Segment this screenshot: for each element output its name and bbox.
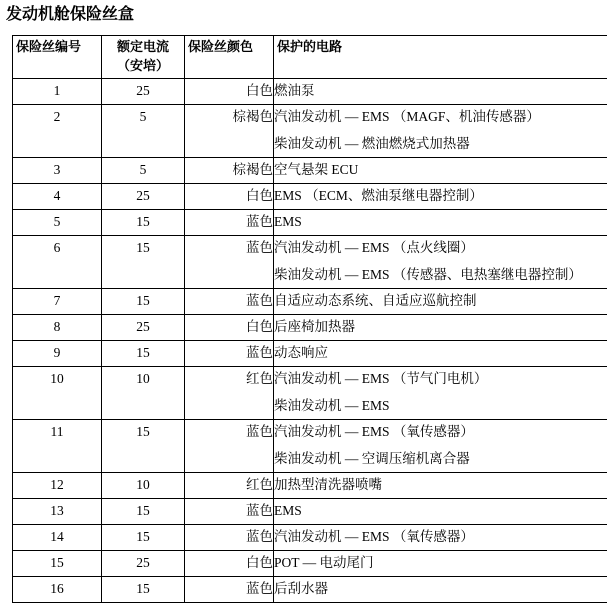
- table-row: [13, 551, 607, 577]
- fuse-color-cell: [185, 499, 274, 525]
- fuse-number: 3: [13, 158, 101, 181]
- header-protected-circuit: 保护的电路: [274, 36, 607, 79]
- fuse-number: 8: [13, 315, 101, 338]
- protected-circuit-cell: [274, 551, 607, 577]
- fuse-color-cell: [185, 289, 274, 315]
- protected-circuit: 动态响应: [274, 341, 607, 366]
- header-fuse-number: 保险丝编号: [13, 36, 102, 79]
- fuse-color-cell: [185, 184, 274, 210]
- table-row: [13, 210, 607, 236]
- fuse-number: 16: [13, 577, 101, 600]
- fuse-color: 蓝色: [185, 499, 273, 522]
- fuse-color: 白色: [185, 551, 273, 574]
- table-header-row: [13, 36, 607, 79]
- rated-current-cell: [102, 525, 185, 551]
- rated-current: 15: [102, 210, 184, 233]
- fuse-color-cell: [185, 236, 274, 289]
- rated-current: 15: [102, 236, 184, 259]
- table-row: [13, 341, 607, 367]
- protected-circuit-cell: [274, 577, 607, 603]
- rated-current: 15: [102, 499, 184, 522]
- protected-circuit-cell: [274, 79, 607, 105]
- fuse-color: 蓝色: [185, 289, 273, 312]
- fuse-color-cell: [185, 79, 274, 105]
- fuse-color-cell: [185, 577, 274, 603]
- rated-current-cell: [102, 105, 185, 158]
- table-row: [13, 105, 607, 158]
- fuse-color-cell: [185, 315, 274, 341]
- protected-circuit: POT — 电动尾门: [274, 551, 607, 576]
- fuse-color: 蓝色: [185, 525, 273, 548]
- fuse-number: 7: [13, 289, 101, 312]
- fuse-number-cell: [13, 499, 102, 525]
- rated-current: 15: [102, 525, 184, 548]
- rated-current: 15: [102, 341, 184, 364]
- fuse-number-cell: [13, 367, 102, 420]
- fuse-number: 10: [13, 367, 101, 390]
- table-row: [13, 577, 607, 603]
- fuse-number: 5: [13, 210, 101, 233]
- rated-current-cell: [102, 499, 185, 525]
- header-fuse-color: 保险丝颜色: [185, 36, 274, 79]
- fuse-color-cell: [185, 367, 274, 420]
- table-row: [13, 79, 607, 105]
- protected-circuit: 柴油发动机 — 空调压缩机离合器: [274, 445, 607, 472]
- fuse-color: 蓝色: [185, 236, 273, 259]
- protected-circuit: 后刮水器: [274, 577, 607, 602]
- fuse-number-cell: [13, 79, 102, 105]
- fuse-color-cell: [185, 525, 274, 551]
- protected-circuit-cell: [274, 158, 607, 184]
- table-row: [13, 289, 607, 315]
- protected-circuit: 柴油发动机 — 燃油燃烧式加热器: [274, 130, 607, 157]
- rated-current-cell: [102, 158, 185, 184]
- rated-current-cell: [102, 79, 185, 105]
- protected-circuit: 加热型清洗器喷嘴: [274, 473, 607, 498]
- header-rated-current: [102, 36, 185, 79]
- fuse-color: 蓝色: [185, 341, 273, 364]
- rated-current-cell: [102, 367, 185, 420]
- fuse-number: 2: [13, 105, 101, 128]
- rated-current-cell: [102, 473, 185, 499]
- protected-circuit: 汽油发动机 — EMS （节气门电机）: [274, 367, 607, 392]
- fuse-number-cell: [13, 289, 102, 315]
- fuse-color-cell: [185, 420, 274, 473]
- table-body: [13, 79, 607, 603]
- fuse-number-cell: [13, 341, 102, 367]
- protected-circuit: 柴油发动机 — EMS （传感器、电热塞继电器控制）: [274, 261, 607, 288]
- rated-current-cell: [102, 236, 185, 289]
- protected-circuit-cell: [274, 289, 607, 315]
- fuse-number-cell: [13, 525, 102, 551]
- fuse-number: 15: [13, 551, 101, 574]
- fuse-color: 白色: [185, 79, 273, 102]
- protected-circuit: 自适应动态系统、自适应巡航控制: [274, 289, 607, 314]
- table-row: [13, 525, 607, 551]
- table-row: [13, 367, 607, 420]
- fuse-color: 蓝色: [185, 210, 273, 233]
- protected-circuit-cell: [274, 473, 607, 499]
- fuse-number-cell: [13, 577, 102, 603]
- protected-circuit-cell: [274, 367, 607, 420]
- protected-circuit: EMS （ECM、燃油泵继电器控制）: [274, 184, 607, 209]
- protected-circuit: 后座椅加热器: [274, 315, 607, 340]
- protected-circuit: 燃油泵: [274, 79, 607, 104]
- fuse-number-cell: [13, 551, 102, 577]
- table-row: [13, 236, 607, 289]
- rated-current-cell: [102, 184, 185, 210]
- fuse-color: 蓝色: [185, 577, 273, 600]
- rated-current: 25: [102, 315, 184, 338]
- protected-circuit-cell: [274, 210, 607, 236]
- fuse-number-cell: [13, 105, 102, 158]
- page-title: 发动机舱保险丝盒: [6, 4, 134, 24]
- rated-current: 5: [102, 105, 184, 128]
- fuse-number-cell: [13, 473, 102, 499]
- fuse-color-cell: [185, 341, 274, 367]
- fuse-color: 红色: [185, 367, 273, 390]
- fuse-number-cell: [13, 420, 102, 473]
- fuse-number: 13: [13, 499, 101, 522]
- rated-current-cell: [102, 210, 185, 236]
- protected-circuit-cell: [274, 184, 607, 210]
- protected-circuit: 汽油发动机 — EMS （点火线圈）: [274, 236, 607, 261]
- rated-current-cell: [102, 315, 185, 341]
- fuse-number: 1: [13, 79, 101, 102]
- protected-circuit: 汽油发动机 — EMS （MAGF、机油传感器）: [274, 105, 607, 130]
- fuse-table: [12, 35, 607, 603]
- protected-circuit: 柴油发动机 — EMS: [274, 392, 607, 419]
- fuse-number: 9: [13, 341, 101, 364]
- fuse-number: 4: [13, 184, 101, 207]
- table-row: [13, 315, 607, 341]
- fuse-number-cell: [13, 315, 102, 341]
- fuse-color-cell: [185, 473, 274, 499]
- fuse-number: 14: [13, 525, 101, 548]
- rated-current: 25: [102, 184, 184, 207]
- fuse-color: 棕褐色: [185, 158, 273, 181]
- fuse-number-cell: [13, 158, 102, 184]
- protected-circuit-cell: [274, 420, 607, 473]
- rated-current: 15: [102, 577, 184, 600]
- rated-current-cell: [102, 289, 185, 315]
- fuse-color-cell: [185, 158, 274, 184]
- protected-circuit-cell: [274, 236, 607, 289]
- fuse-color: 红色: [185, 473, 273, 496]
- rated-current-cell: [102, 551, 185, 577]
- protected-circuit-cell: [274, 499, 607, 525]
- protected-circuit-cell: [274, 341, 607, 367]
- protected-circuit-cell: [274, 315, 607, 341]
- table-row: [13, 473, 607, 499]
- protected-circuit: EMS: [274, 210, 607, 235]
- rated-current: 25: [102, 79, 184, 102]
- protected-circuit-cell: [274, 105, 607, 158]
- table-row: [13, 420, 607, 473]
- fuse-color-cell: [185, 210, 274, 236]
- rated-current: 10: [102, 367, 184, 390]
- header-rated-current-line2: （安培）: [117, 59, 169, 74]
- fuse-color: 蓝色: [185, 420, 273, 443]
- protected-circuit: EMS: [274, 499, 607, 524]
- rated-current-cell: [102, 341, 185, 367]
- fuse-color: 白色: [185, 315, 273, 338]
- table-row: [13, 158, 607, 184]
- rated-current: 25: [102, 551, 184, 574]
- rated-current-cell: [102, 420, 185, 473]
- rated-current-cell: [102, 577, 185, 603]
- protected-circuit: 汽油发动机 — EMS （氧传感器）: [274, 525, 607, 550]
- fuse-number: 11: [13, 420, 101, 443]
- rated-current: 15: [102, 420, 184, 443]
- protected-circuit: 空气悬架 ECU: [274, 158, 607, 183]
- table-row: [13, 499, 607, 525]
- protected-circuit-cell: [274, 525, 607, 551]
- rated-current: 10: [102, 473, 184, 496]
- header-rated-current-line1: 额定电流: [117, 40, 169, 55]
- rated-current: 15: [102, 289, 184, 312]
- fuse-color-cell: [185, 551, 274, 577]
- fuse-number-cell: [13, 236, 102, 289]
- fuse-color: 棕褐色: [185, 105, 273, 128]
- fuse-color: 白色: [185, 184, 273, 207]
- fuse-number: 6: [13, 236, 101, 259]
- table-row: [13, 184, 607, 210]
- fuse-number-cell: [13, 184, 102, 210]
- fuse-number: 12: [13, 473, 101, 496]
- rated-current: 5: [102, 158, 184, 181]
- fuse-number-cell: [13, 210, 102, 236]
- protected-circuit: 汽油发动机 — EMS （氧传感器）: [274, 420, 607, 445]
- fuse-color-cell: [185, 105, 274, 158]
